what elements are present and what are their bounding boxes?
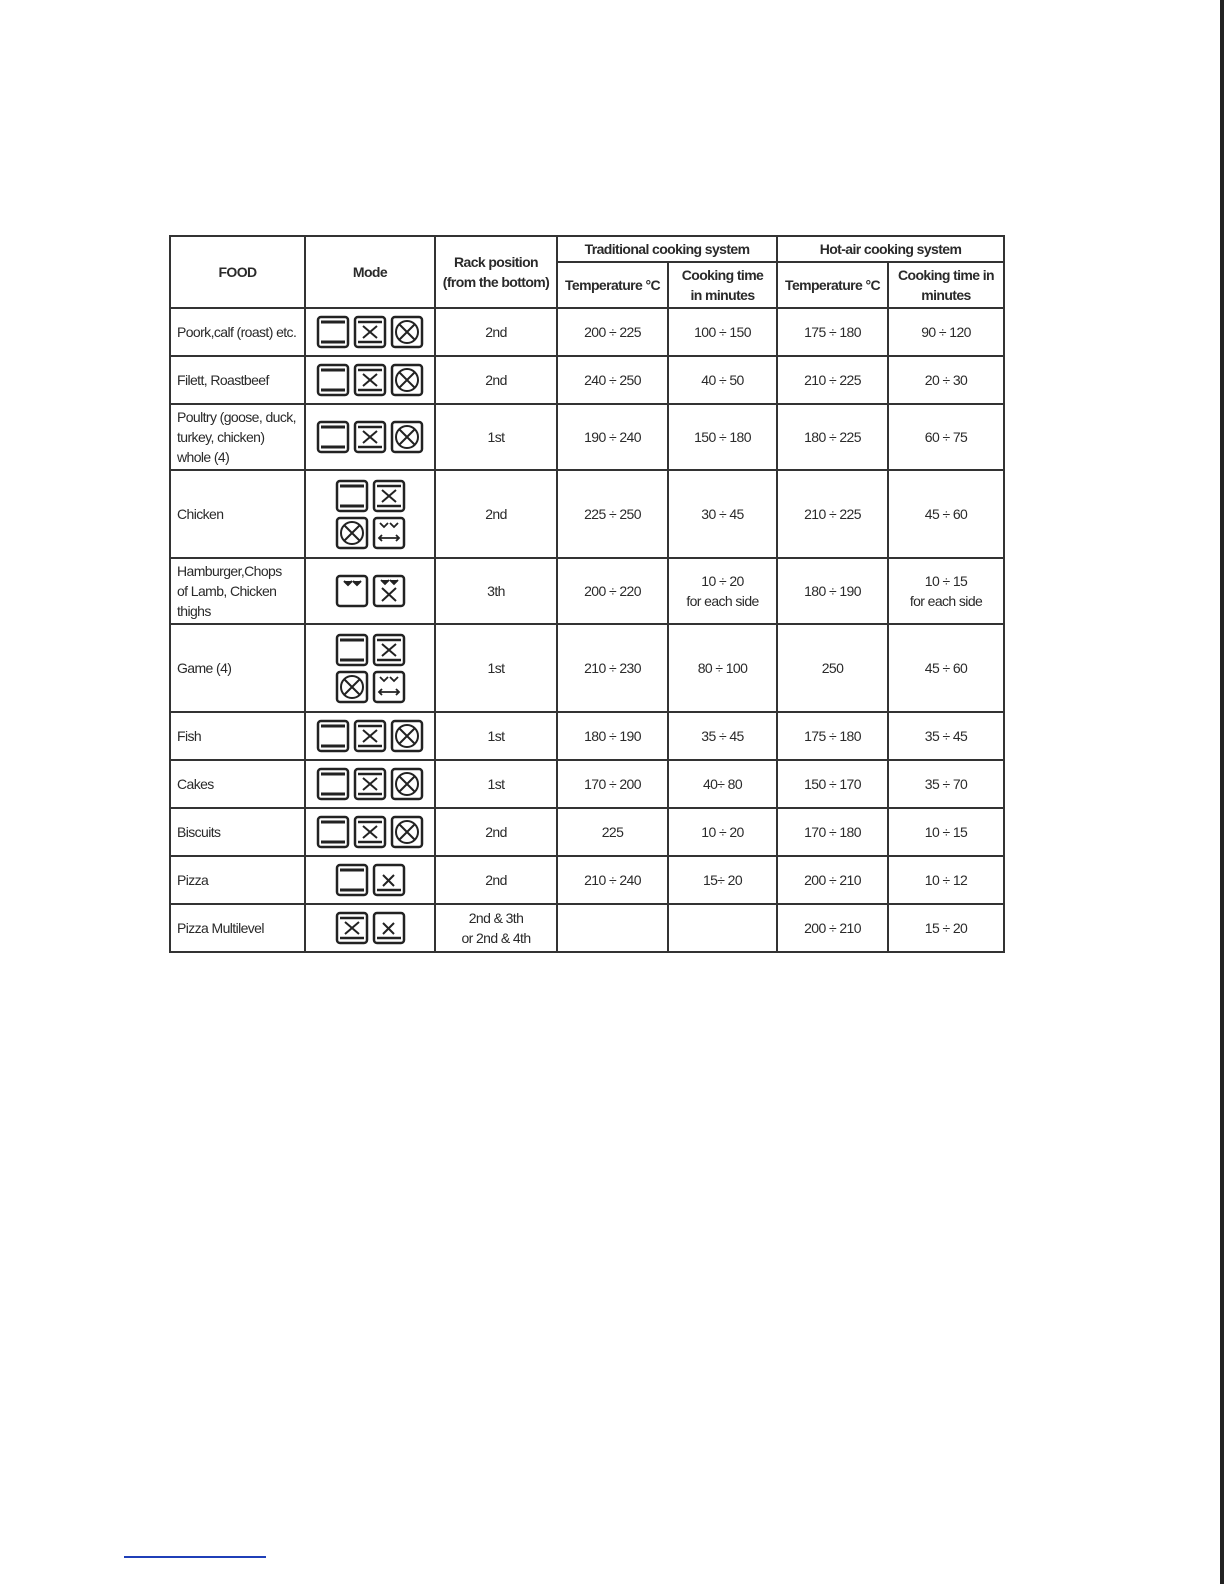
cell-food: Fish: [170, 712, 305, 760]
cell-rack: 1st: [435, 712, 557, 760]
top-bottom-heat-icon: [335, 863, 369, 897]
cell-trad-temperature: 180 ÷ 190: [557, 712, 668, 760]
cell-hot-temperature: 250: [777, 624, 888, 712]
cell-trad-temperature: 225 ÷ 250: [557, 470, 668, 558]
cell-mode: [305, 308, 435, 356]
table-row: [170, 470, 1004, 558]
header-trad-temperature: Temperature °C: [557, 262, 668, 308]
cell-hot-temperature: 180 ÷ 225: [777, 404, 888, 470]
header-trad-time: Cooking time in minutes: [668, 262, 777, 308]
cell-food: Poork,calf (roast) etc.: [170, 308, 305, 356]
cell-trad-time: 80 ÷ 100: [668, 624, 777, 712]
grill-fan-icon: [335, 911, 369, 945]
cell-hot-time: 20 ÷ 30: [888, 356, 1004, 404]
cell-trad-temperature: 190 ÷ 240: [557, 404, 668, 470]
cell-mode: [305, 904, 435, 952]
double-grill-fan-icon: [372, 574, 406, 608]
top-bottom-heat-icon: [335, 633, 369, 667]
cell-hot-temperature: 175 ÷ 180: [777, 308, 888, 356]
cell-trad-temperature: 200 ÷ 225: [557, 308, 668, 356]
top-bottom-heat-icon: [316, 315, 350, 349]
cell-rack: 2nd: [435, 308, 557, 356]
top-bottom-heat-icon: [316, 815, 350, 849]
grill-fan-icon: [353, 767, 387, 801]
grill-fan-icon: [353, 315, 387, 349]
header-traditional: Traditional cooking system: [557, 236, 777, 262]
cell-trad-temperature: 170 ÷ 200: [557, 760, 668, 808]
cell-hot-time: 45 ÷ 60: [888, 470, 1004, 558]
cell-trad-time: 15÷ 20: [668, 856, 777, 904]
cell-trad-temperature: 240 ÷ 250: [557, 356, 668, 404]
cell-food: Pizza: [170, 856, 305, 904]
cell-food: Cakes: [170, 760, 305, 808]
header-hot-temperature: Temperature °C: [777, 262, 888, 308]
cooking-table: [169, 235, 1005, 953]
header-hot-time: Cooking time in minutes: [888, 262, 1004, 308]
cell-trad-time: 30 ÷ 45: [668, 470, 777, 558]
top-bottom-heat-icon: [335, 479, 369, 513]
cell-food: Biscuits: [170, 808, 305, 856]
cell-mode: [305, 712, 435, 760]
grill-icon: [335, 574, 369, 608]
cell-hot-time: 10 ÷ 12: [888, 856, 1004, 904]
cell-mode: [305, 808, 435, 856]
table-row: [170, 712, 1004, 760]
cell-hot-time: 35 ÷ 70: [888, 760, 1004, 808]
grill-fan-icon: [353, 719, 387, 753]
cell-rack: 2nd: [435, 356, 557, 404]
cell-rack: 1st: [435, 624, 557, 712]
top-bottom-heat-icon: [316, 767, 350, 801]
cell-trad-time: 40 ÷ 50: [668, 356, 777, 404]
table-row: [170, 356, 1004, 404]
header-mode: Mode: [305, 236, 435, 308]
table-row: [170, 558, 1004, 624]
cell-trad-time: [668, 904, 777, 952]
cell-trad-time: 40÷ 80: [668, 760, 777, 808]
cell-mode: [305, 404, 435, 470]
cell-trad-temperature: 210 ÷ 230: [557, 624, 668, 712]
cell-hot-temperature: 210 ÷ 225: [777, 356, 888, 404]
cell-hot-temperature: 200 ÷ 210: [777, 904, 888, 952]
cell-trad-time: 35 ÷ 45: [668, 712, 777, 760]
cell-hot-temperature: 210 ÷ 225: [777, 470, 888, 558]
cell-hot-temperature: 175 ÷ 180: [777, 712, 888, 760]
cell-food: Pizza Multilevel: [170, 904, 305, 952]
bottom-fan-icon: [372, 863, 406, 897]
cell-trad-temperature: 200 ÷ 220: [557, 558, 668, 624]
top-bottom-heat-icon: [316, 420, 350, 454]
cell-rack: 2nd: [435, 470, 557, 558]
top-bottom-heat-icon: [316, 719, 350, 753]
footnote-rule: [124, 1556, 266, 1558]
cell-mode: [305, 470, 435, 558]
cell-food: Filett, Roastbeef: [170, 356, 305, 404]
cell-rack: 1st: [435, 404, 557, 470]
table-row: [170, 760, 1004, 808]
cell-hot-time: 10 ÷ 15: [888, 808, 1004, 856]
cell-rack: 1st: [435, 760, 557, 808]
header-hotair: Hot-air cooking system: [777, 236, 1004, 262]
fan-icon: [390, 815, 424, 849]
cell-rack: 2nd & 3th or 2nd & 4th: [435, 904, 557, 952]
grill-fan-icon: [353, 420, 387, 454]
cell-food: Poultry (goose, duck, turkey, chicken) whole (4): [170, 404, 305, 470]
header-food: FOOD: [170, 236, 305, 308]
grill-rotisserie-icon: [372, 670, 406, 704]
cell-trad-time: 150 ÷ 180: [668, 404, 777, 470]
cell-food: Game (4): [170, 624, 305, 712]
cell-food: Hamburger,Chops of Lamb, Chicken thighs: [170, 558, 305, 624]
table-row: [170, 624, 1004, 712]
header-rack-position: Rack position (from the bottom): [435, 236, 557, 308]
grill-rotisserie-icon: [372, 516, 406, 550]
cell-mode: [305, 558, 435, 624]
cell-hot-temperature: 180 ÷ 190: [777, 558, 888, 624]
cell-hot-time: 45 ÷ 60: [888, 624, 1004, 712]
fan-icon: [390, 719, 424, 753]
cell-hot-time: 60 ÷ 75: [888, 404, 1004, 470]
table-row: [170, 404, 1004, 470]
cell-trad-temperature: 225: [557, 808, 668, 856]
cell-hot-time: 35 ÷ 45: [888, 712, 1004, 760]
table-row: [170, 308, 1004, 356]
cell-hot-time: 15 ÷ 20: [888, 904, 1004, 952]
fan-icon: [335, 670, 369, 704]
cell-trad-temperature: [557, 904, 668, 952]
cell-food: Chicken: [170, 470, 305, 558]
cell-mode: [305, 624, 435, 712]
cell-hot-temperature: 200 ÷ 210: [777, 856, 888, 904]
table-row: [170, 904, 1004, 952]
fan-icon: [390, 315, 424, 349]
fan-icon: [390, 363, 424, 397]
bottom-fan-icon: [372, 911, 406, 945]
grill-fan-icon: [372, 633, 406, 667]
cell-trad-time: 10 ÷ 20 for each side: [668, 558, 777, 624]
cell-mode: [305, 356, 435, 404]
grill-fan-icon: [353, 363, 387, 397]
cell-trad-time: 10 ÷ 20: [668, 808, 777, 856]
page-edge: [1220, 0, 1224, 1584]
cell-hot-time: 10 ÷ 15 for each side: [888, 558, 1004, 624]
top-bottom-heat-icon: [316, 363, 350, 397]
cell-trad-temperature: 210 ÷ 240: [557, 856, 668, 904]
cell-hot-temperature: 150 ÷ 170: [777, 760, 888, 808]
cell-mode: [305, 856, 435, 904]
cell-rack: 3th: [435, 558, 557, 624]
cell-mode: [305, 760, 435, 808]
table-row: [170, 808, 1004, 856]
cell-hot-temperature: 170 ÷ 180: [777, 808, 888, 856]
grill-fan-icon: [372, 479, 406, 513]
cell-hot-time: 90 ÷ 120: [888, 308, 1004, 356]
fan-icon: [335, 516, 369, 550]
grill-fan-icon: [353, 815, 387, 849]
fan-icon: [390, 767, 424, 801]
cell-rack: 2nd: [435, 808, 557, 856]
fan-icon: [390, 420, 424, 454]
table-row: [170, 856, 1004, 904]
cell-rack: 2nd: [435, 856, 557, 904]
cell-trad-time: 100 ÷ 150: [668, 308, 777, 356]
